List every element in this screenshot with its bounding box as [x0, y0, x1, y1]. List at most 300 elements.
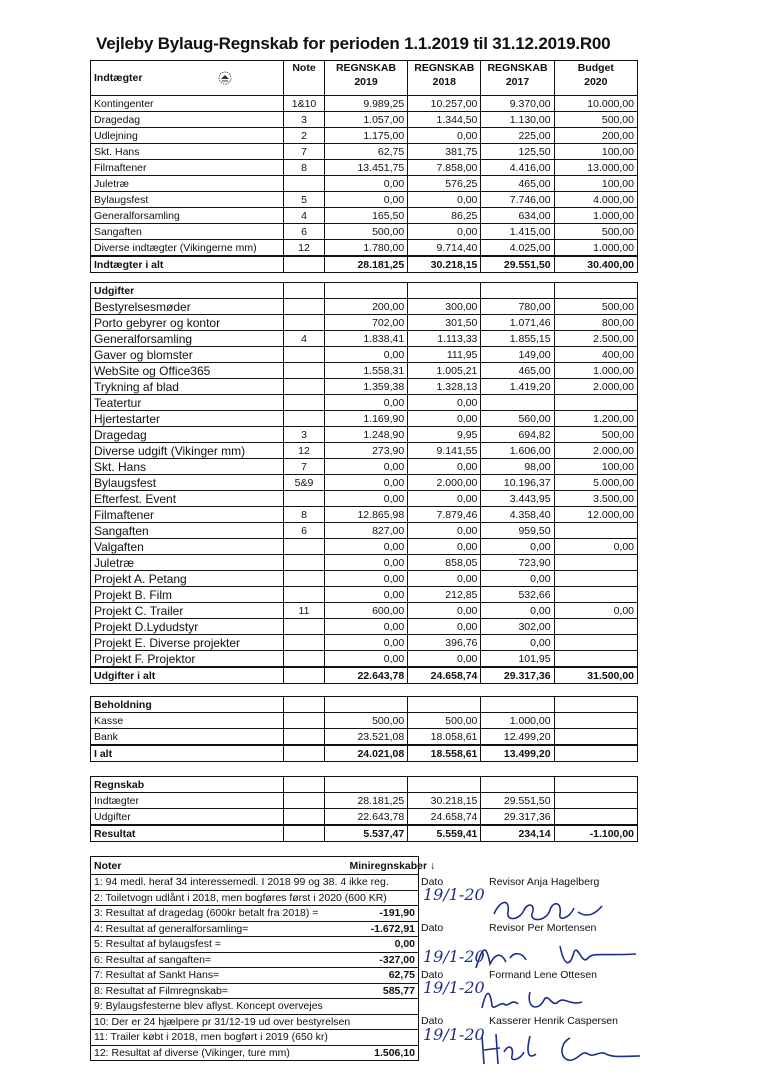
- value-2017: 225,00: [481, 128, 554, 144]
- budget-2020: 3.500,00: [554, 491, 637, 507]
- value-2019: 0,00: [324, 619, 407, 635]
- value-2019: 9.989,25: [324, 96, 407, 112]
- value-2018: 0,00: [408, 491, 481, 507]
- table-row: [91, 555, 638, 571]
- row-label: Bestyrelsesmøder: [91, 299, 284, 315]
- value-2018: 30.218,15: [408, 793, 481, 809]
- row-label: Projekt C. Trailer: [91, 603, 284, 619]
- value-2018: 0,00: [408, 459, 481, 475]
- budget-2020: 10.000,00: [554, 96, 637, 112]
- row-label: WebSite og Office365: [91, 363, 284, 379]
- signature-role: Revisor Per Mortensen: [489, 922, 597, 934]
- expenses-table: [90, 282, 638, 684]
- budget-2020: 1.000,00: [554, 240, 637, 257]
- budget-2020: [554, 793, 637, 809]
- signature-henrik-caspersen: [474, 1030, 644, 1068]
- value-2017: 465,00: [481, 176, 554, 192]
- row-note: [284, 363, 325, 379]
- row-note: 5: [284, 192, 325, 208]
- value-2018: 7.879,46: [408, 507, 481, 523]
- value-2018: 0,00: [408, 523, 481, 539]
- budget-2020: 1.200,00: [554, 411, 637, 427]
- row-label: Projekt B. Film: [91, 587, 284, 603]
- value-2017: 29.317,36: [481, 809, 554, 826]
- value-2018: 18.058,61: [408, 729, 481, 746]
- income-table: [90, 60, 638, 273]
- value-2018: 0,00: [408, 619, 481, 635]
- value-2018: 86,25: [408, 208, 481, 224]
- row-label: Bylaugsfest: [91, 192, 284, 208]
- row-note: [284, 635, 325, 651]
- row-note: [284, 713, 325, 729]
- total-note: [284, 256, 325, 273]
- value-2018: 0,00: [408, 539, 481, 555]
- value-2018: 396,76: [408, 635, 481, 651]
- income-header-label: Indtægter: [91, 61, 284, 96]
- value-2017: 1.606,00: [481, 443, 554, 459]
- row-label: Sangaften: [91, 224, 284, 240]
- col-2019-header: REGNSKAB 2019: [324, 61, 407, 96]
- total-label: Udgifter i alt: [91, 667, 284, 684]
- table-row: [91, 363, 638, 379]
- row-note: 12: [284, 240, 325, 257]
- bylaug-logo-icon: [215, 69, 235, 87]
- table-row: [91, 299, 638, 315]
- accounts-table: [90, 776, 638, 842]
- value-2017: [481, 395, 554, 411]
- row-note: [284, 315, 325, 331]
- value-2018: 858,05: [408, 555, 481, 571]
- note-value: 1.506,10: [347, 1045, 419, 1061]
- note-value: -327,00: [347, 952, 419, 968]
- budget-2020: 500,00: [554, 112, 637, 128]
- budget-2020: 400,00: [554, 347, 637, 363]
- budget-2020: [554, 619, 637, 635]
- row-note: [284, 299, 325, 315]
- table-row: [91, 793, 638, 809]
- table-row: [91, 635, 638, 651]
- value-2018: 24.658,74: [408, 809, 481, 826]
- total-label: Indtægter i alt: [91, 256, 284, 273]
- row-label: Indtægter: [91, 793, 284, 809]
- holdings-header: Beholdning: [91, 697, 284, 713]
- value-2019: 500,00: [324, 224, 407, 240]
- value-2018: 111,95: [408, 347, 481, 363]
- row-label: Projekt D.Lydudstyr: [91, 619, 284, 635]
- table-row: [91, 331, 638, 347]
- table-row: [91, 192, 638, 208]
- row-note: [284, 729, 325, 746]
- row-label: Efterfest. Event: [91, 491, 284, 507]
- note-row: [91, 875, 639, 891]
- row-label: Diverse indtægter (Vikingerne mm): [91, 240, 284, 257]
- value-2019: 28.181,25: [324, 793, 407, 809]
- row-note: 3: [284, 427, 325, 443]
- value-2017: 465,00: [481, 363, 554, 379]
- table-row: [91, 809, 638, 826]
- row-label: Bylaugsfest: [91, 475, 284, 491]
- value-2017: 0,00: [481, 571, 554, 587]
- value-2017: 9.370,00: [481, 96, 554, 112]
- row-note: [284, 347, 325, 363]
- value-2017: 723,90: [481, 555, 554, 571]
- value-2018: 576,25: [408, 176, 481, 192]
- table-row: [91, 729, 638, 746]
- note-value: 585,77: [347, 983, 419, 999]
- value-2017: 1.000,00: [481, 713, 554, 729]
- row-note: 2: [284, 128, 325, 144]
- row-note: [284, 411, 325, 427]
- value-2019: 13.451,75: [324, 160, 407, 176]
- budget-2020: 0,00: [554, 603, 637, 619]
- budget-2020: [554, 395, 637, 411]
- row-note: 12: [284, 443, 325, 459]
- total-2019: 5.537,47: [324, 825, 407, 842]
- row-label: Skt. Hans: [91, 459, 284, 475]
- value-2017: 101,95: [481, 651, 554, 668]
- value-2018: 0,00: [408, 651, 481, 668]
- value-2018: 9,95: [408, 427, 481, 443]
- note-column-header: Note: [284, 61, 325, 96]
- value-2019: 200,00: [324, 299, 407, 315]
- value-2018: 0,00: [408, 395, 481, 411]
- value-2017: 4.358,40: [481, 507, 554, 523]
- value-2017: 149,00: [481, 347, 554, 363]
- row-note: 3: [284, 112, 325, 128]
- value-2018: 1.113,33: [408, 331, 481, 347]
- total-budget-2020: 30.400,00: [554, 256, 637, 273]
- col-2017-header: REGNSKAB 2017: [481, 61, 554, 96]
- value-2019: 23.521,08: [324, 729, 407, 746]
- value-2017: 1.855,15: [481, 331, 554, 347]
- value-2017: 4.025,00: [481, 240, 554, 257]
- value-2018: 1.344,50: [408, 112, 481, 128]
- total-2018: 5.559,41: [408, 825, 481, 842]
- value-2018: 1.328,13: [408, 379, 481, 395]
- value-2019: 1.558,31: [324, 363, 407, 379]
- value-2017: 1.071,46: [481, 315, 554, 331]
- row-note: 8: [284, 160, 325, 176]
- table-row: [91, 224, 638, 240]
- row-label: Skt. Hans: [91, 144, 284, 160]
- table-row: [91, 315, 638, 331]
- value-2019: 0,00: [324, 491, 407, 507]
- value-2018: 500,00: [408, 713, 481, 729]
- table-row: [91, 507, 638, 523]
- signature-handwritten-date: 19/1-20: [423, 885, 485, 904]
- budget-2020: 200,00: [554, 128, 637, 144]
- row-note: [284, 587, 325, 603]
- note-row: [91, 1014, 639, 1030]
- row-note: [284, 555, 325, 571]
- budget-2020: 0,00: [554, 539, 637, 555]
- value-2017: 10.196,37: [481, 475, 554, 491]
- row-label: Porto gebyrer og kontor: [91, 315, 284, 331]
- signature-date-label: Dato: [421, 968, 444, 981]
- row-note: [284, 539, 325, 555]
- note-text: 7: Resultat af Sankt Hans=: [91, 968, 347, 984]
- note-text: 3: Resultat af dragedag (600kr betalt fra 2018) =: [91, 906, 347, 922]
- table-row: [91, 160, 638, 176]
- row-label: Projekt F. Projektor: [91, 651, 284, 668]
- table-row: [91, 443, 638, 459]
- budget-2020: 12.000,00: [554, 507, 637, 523]
- table-row: [91, 411, 638, 427]
- budget-2020: 4.000,00: [554, 192, 637, 208]
- total-2019: 28.181,25: [324, 256, 407, 273]
- note-text: 10: Der er 24 hjælpere pr 31/12-19 ud over bestyrelsen: [91, 1014, 419, 1030]
- note-value: -191,90: [347, 906, 419, 922]
- value-2019: 0,00: [324, 395, 407, 411]
- budget-2020: 1.000,00: [554, 208, 637, 224]
- note-text: 8: Resultat af Filmregnskab=: [91, 983, 347, 999]
- note-text: 4: Resultat af generalforsamling=: [91, 921, 347, 937]
- table-row: [91, 176, 638, 192]
- value-2017: 0,00: [481, 635, 554, 651]
- row-label: Projekt E. Diverse projekter: [91, 635, 284, 651]
- row-label: Gaver og blomster: [91, 347, 284, 363]
- row-label: Filmaftener: [91, 507, 284, 523]
- value-2018: 2.000,00: [408, 475, 481, 491]
- row-note: [284, 491, 325, 507]
- table-row: [91, 144, 638, 160]
- table-row: [91, 539, 638, 555]
- value-2019: 165,50: [324, 208, 407, 224]
- row-label: Diverse udgift (Vikinger mm): [91, 443, 284, 459]
- signature-date-label: Dato: [421, 922, 444, 934]
- table-row: [91, 112, 638, 128]
- expenses-header: Udgifter: [91, 283, 284, 299]
- budget-2020: [554, 651, 637, 668]
- accounts-header: Regnskab: [91, 777, 284, 793]
- value-2019: 12.865,98: [324, 507, 407, 523]
- value-2019: 0,00: [324, 651, 407, 668]
- row-label: Valgaften: [91, 539, 284, 555]
- value-2017: 560,00: [481, 411, 554, 427]
- value-2019: 0,00: [324, 635, 407, 651]
- value-2019: 1.248,90: [324, 427, 407, 443]
- budget-2020: 100,00: [554, 459, 637, 475]
- value-2017: 1.415,00: [481, 224, 554, 240]
- budget-2020: 13.000,00: [554, 160, 637, 176]
- table-row: [91, 128, 638, 144]
- value-2019: 22.643,78: [324, 809, 407, 826]
- row-label: Hjertestarter: [91, 411, 284, 427]
- value-2018: 300,00: [408, 299, 481, 315]
- value-2018: 0,00: [408, 224, 481, 240]
- budget-2020: 2.500,00: [554, 331, 637, 347]
- row-label: Bank: [91, 729, 284, 746]
- value-2018: 301,50: [408, 315, 481, 331]
- total-row: [91, 825, 638, 842]
- total-2019: 24.021,08: [324, 745, 407, 762]
- budget-2020: [554, 713, 637, 729]
- row-note: [284, 176, 325, 192]
- value-2019: 600,00: [324, 603, 407, 619]
- row-label: Kasse: [91, 713, 284, 729]
- table-row: [91, 713, 638, 729]
- value-2017: 0,00: [481, 539, 554, 555]
- signature-date-label: Dato: [421, 1015, 444, 1027]
- budget-2020: 5.000,00: [554, 475, 637, 491]
- row-label: Juletræ: [91, 555, 284, 571]
- value-2018: 0,00: [408, 411, 481, 427]
- signature-handwritten-date: 19/1-20: [423, 978, 485, 997]
- table-row: [91, 523, 638, 539]
- table-row: [91, 475, 638, 491]
- total-row: [91, 667, 638, 684]
- budget-2020: 100,00: [554, 176, 637, 192]
- note-value: 0,00: [347, 937, 419, 953]
- value-2017: 532,66: [481, 587, 554, 603]
- row-label: Kontingenter: [91, 96, 284, 112]
- row-label: Teatertur: [91, 395, 284, 411]
- value-2019: 1.169,90: [324, 411, 407, 427]
- table-row: [91, 240, 638, 257]
- value-2018: 0,00: [408, 571, 481, 587]
- signature-per-mortensen: [470, 938, 640, 974]
- value-2019: 273,90: [324, 443, 407, 459]
- row-note: 6: [284, 224, 325, 240]
- total-row: [91, 256, 638, 273]
- value-2019: 0,00: [324, 587, 407, 603]
- value-2019: 0,00: [324, 539, 407, 555]
- budget-2020: 2.000,00: [554, 379, 637, 395]
- total-2018: 18.558,61: [408, 745, 481, 762]
- value-2019: 0,00: [324, 347, 407, 363]
- value-2017: 7.746,00: [481, 192, 554, 208]
- value-2019: 0,00: [324, 459, 407, 475]
- budget-2020: [554, 555, 637, 571]
- note-text: 6: Resultat af sangaften=: [91, 952, 347, 968]
- note-text: 5: Resultat af bylaugsfest =: [91, 937, 347, 953]
- value-2019: 62,75: [324, 144, 407, 160]
- table-row: [91, 603, 638, 619]
- holdings-table: [90, 696, 638, 762]
- note-text: 2: Toiletvogn udlånt i 2018, men bogføres først i 2020 (600 KR): [91, 890, 419, 906]
- row-label: Generalforsamling: [91, 331, 284, 347]
- signature-role: Revisor Anja Hagelberg: [489, 875, 600, 888]
- signature-lene-ottesen: [478, 982, 588, 1016]
- row-label: Projekt A. Petang: [91, 571, 284, 587]
- value-2017: 1.130,00: [481, 112, 554, 128]
- value-2017: 1.419,20: [481, 379, 554, 395]
- table-row: [91, 459, 638, 475]
- row-note: 8: [284, 507, 325, 523]
- row-note: 1&10: [284, 96, 325, 112]
- note-value: -1.672,91: [347, 921, 419, 937]
- total-row: [91, 745, 638, 762]
- total-2018: 24.658,74: [408, 667, 481, 684]
- budget-2020: 100,00: [554, 144, 637, 160]
- value-2019: 500,00: [324, 713, 407, 729]
- value-2017: 694,82: [481, 427, 554, 443]
- value-2019: 0,00: [324, 192, 407, 208]
- row-label: Dragedag: [91, 112, 284, 128]
- value-2019: 0,00: [324, 475, 407, 491]
- total-2017: 29.551,50: [481, 256, 554, 273]
- total-2017: 29.317,36: [481, 667, 554, 684]
- page-title: Vejleby Bylaug-Regnskab for perioden 1.1.2019 til 31.12.2019.R00: [96, 34, 611, 53]
- value-2017: 302,00: [481, 619, 554, 635]
- row-note: 6: [284, 523, 325, 539]
- row-label: Juletræ: [91, 176, 284, 192]
- row-label: Sangaften: [91, 523, 284, 539]
- value-2017: 4.416,00: [481, 160, 554, 176]
- budget-2020: [554, 571, 637, 587]
- value-2017: 0,00: [481, 603, 554, 619]
- budget-2020: 1.000,00: [554, 363, 637, 379]
- budget-2020: 2.000,00: [554, 443, 637, 459]
- total-budget-2020: 31.500,00: [554, 667, 637, 684]
- value-2018: 0,00: [408, 128, 481, 144]
- total-note: [284, 825, 325, 842]
- value-2017: 3.443,95: [481, 491, 554, 507]
- notes-header: Noter: [91, 857, 347, 875]
- row-note: 4: [284, 331, 325, 347]
- row-label: Dragedag: [91, 427, 284, 443]
- total-budget-2020: [554, 745, 637, 762]
- row-label: Filmaftener: [91, 160, 284, 176]
- value-2017: 959,50: [481, 523, 554, 539]
- row-note: [284, 571, 325, 587]
- row-note: [284, 793, 325, 809]
- row-label: Trykning af blad: [91, 379, 284, 395]
- budget-2020: 800,00: [554, 315, 637, 331]
- value-2018: 0,00: [408, 603, 481, 619]
- value-2019: 827,00: [324, 523, 407, 539]
- value-2018: 381,75: [408, 144, 481, 160]
- budget-2020: 500,00: [554, 299, 637, 315]
- signature-role: Formand Lene Ottesen: [489, 968, 597, 981]
- budget-2020: [554, 523, 637, 539]
- row-note: 5&9: [284, 475, 325, 491]
- value-2019: 0,00: [324, 176, 407, 192]
- value-2019: 1.175,00: [324, 128, 407, 144]
- value-2017: 29.551,50: [481, 793, 554, 809]
- value-2018: 212,85: [408, 587, 481, 603]
- value-2019: 1.359,38: [324, 379, 407, 395]
- row-label: Generalforsamling: [91, 208, 284, 224]
- signature-role: Kasserer Henrik Caspersen: [489, 1015, 618, 1027]
- row-note: 7: [284, 144, 325, 160]
- value-2019: 1.057,00: [324, 112, 407, 128]
- row-note: [284, 379, 325, 395]
- table-row: [91, 587, 638, 603]
- value-2017: 125,50: [481, 144, 554, 160]
- value-2019: 702,00: [324, 315, 407, 331]
- row-note: [284, 619, 325, 635]
- value-2019: 1.838,41: [324, 331, 407, 347]
- total-2019: 22.643,78: [324, 667, 407, 684]
- miniregnskaber-label: Miniregnskaber ↓: [347, 857, 419, 875]
- note-text: 11: Trailer købt i 2018, men bogført i 2019 (650 kr): [91, 1030, 419, 1046]
- col-budget-2020-header: Budget 2020: [554, 61, 637, 96]
- signature-handwritten-date: 19/1-20: [423, 1024, 485, 1044]
- row-note: 7: [284, 459, 325, 475]
- table-row: [91, 571, 638, 587]
- row-label: Udlejning: [91, 128, 284, 144]
- table-row: [91, 619, 638, 635]
- total-label: Resultat: [91, 825, 284, 842]
- table-row: [91, 651, 638, 668]
- table-row: [91, 395, 638, 411]
- value-2017: 780,00: [481, 299, 554, 315]
- total-budget-2020: -1.100,00: [554, 825, 637, 842]
- budget-2020: [554, 729, 637, 746]
- signature-date-label: Dato: [421, 875, 444, 888]
- budget-2020: 500,00: [554, 224, 637, 240]
